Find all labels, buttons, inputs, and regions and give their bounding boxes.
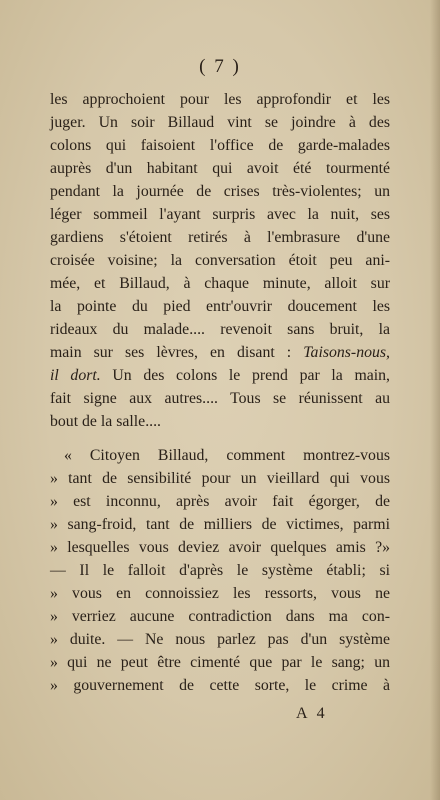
text-line: » gouvernement de cette sorte, le crime à bbox=[50, 677, 390, 694]
text-line: mée, et Billaud, à chaque minute, alloit sur bbox=[50, 275, 390, 292]
text-line: » qui ne peut être cimenté que par le sang; un bbox=[50, 654, 390, 671]
text-line: gardiens s'étoient retirés à l'embrasure d'une bbox=[50, 229, 390, 246]
text-line: » lesquelles vous deviez avoir quelques amis ?» bbox=[50, 539, 390, 556]
italic-segment: Taisons-nous, bbox=[303, 344, 390, 361]
text-line: la pointe du pied entr'ouvrir doucement les bbox=[50, 298, 390, 315]
page-edge-shadow bbox=[430, 0, 440, 800]
text-line: léger sommeil l'ayant surpris avec la nuit, ses bbox=[50, 206, 390, 223]
text-line: » duite. — Ne nous parlez pas d'un système bbox=[50, 631, 390, 648]
text-line: » est inconnu, après avoir fait égorger, de bbox=[50, 493, 390, 510]
italic-segment: il dort. bbox=[50, 367, 101, 384]
text-line-mixed bbox=[50, 364, 390, 387]
text-line: » verriez aucune contradiction dans ma con- bbox=[50, 608, 390, 625]
text-line: « Citoyen Billaud, comment montrez-vous bbox=[64, 447, 390, 464]
text-line: fait signe aux autres.... Tous se réunissent au bbox=[50, 390, 390, 407]
text-line: juger. Un soir Billaud vint se joindre à des bbox=[50, 114, 390, 131]
text-line: bout de la salle.... bbox=[50, 413, 161, 430]
text-line: pendant la journée de crises très-violentes; un bbox=[50, 183, 390, 200]
text-line: auprès d'un habitant qui avoit été tourmenté bbox=[50, 160, 390, 177]
text-line: les approchoient pour les approfondir et les bbox=[50, 91, 390, 108]
page-number: ( 7 ) bbox=[199, 56, 241, 77]
text-line: » tant de sensibilité pour un vieillard qui vous bbox=[50, 470, 390, 487]
text-line: — Il le falloit d'après le système établi; si bbox=[50, 562, 390, 579]
text-line: colons qui faisoient l'office de garde-malades bbox=[50, 137, 390, 154]
text-segment: main sur ses lèvres, en disant : bbox=[50, 344, 304, 361]
body-text bbox=[50, 88, 390, 697]
text-segment: Un des colons le prend par la main, bbox=[100, 367, 390, 384]
text-line: rideaux du malade.... revenoit sans bruit, la bbox=[50, 321, 390, 338]
text-line: croisée voisine; la conversation étoit peu ani- bbox=[50, 252, 390, 269]
text-line: » sang-froid, tant de milliers de victimes, parmi bbox=[50, 516, 390, 533]
text-line: » vous en connoissiez les ressorts, vous ne bbox=[50, 585, 390, 602]
text-line-mixed bbox=[50, 341, 390, 364]
signature-mark: A 4 bbox=[296, 705, 328, 722]
